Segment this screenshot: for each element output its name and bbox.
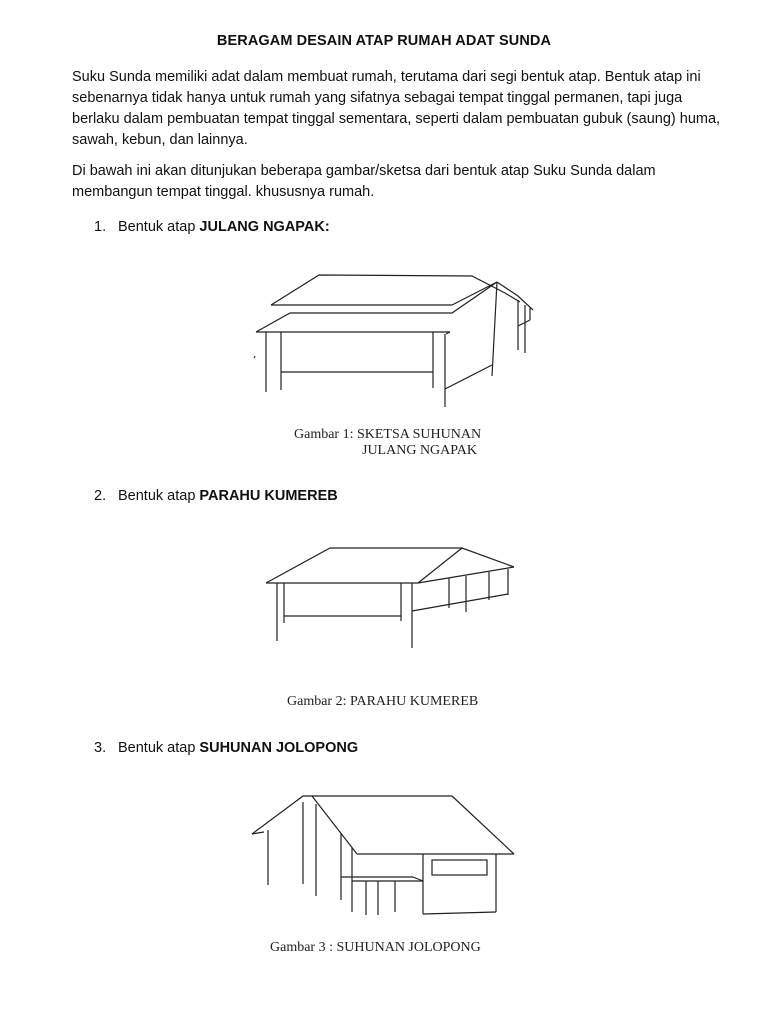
figure-caption-1-line2: JULANG NGAPAK (362, 443, 477, 458)
figure-caption-1: Gambar 1: SKETSA SUHUNAN (294, 427, 482, 442)
item-prefix: Bentuk atap (118, 740, 200, 756)
roof-name: SUHUNAN JOLOPONG (199, 740, 359, 756)
roof-name: JULANG NGAPAK: (199, 219, 330, 235)
item-prefix: Bentuk atap (118, 488, 200, 504)
list-number: 2. (94, 488, 107, 504)
description-paragraph: Di bawah ini akan ditunjukan beberapa gambar/sketsa dari bentuk atap Suku Sunda dalam membangun tempat tinggal. khususnya rumah. (72, 163, 656, 200)
list-number: 1. (94, 219, 107, 235)
intro-paragraph: Suku Sunda memiliki adat dalam membuat rumah, terutama dari segi bentuk atap. Bentuk atap ini sebenarnya tidak hanya untuk rumah yang sifatnya sebagai tempat tinggal permanen, tapi juga berlaku dalam pembuatan tempat tinggal sementara, seperti dalam pembuatan gubuk (saung) huma, sawah, kebun, dan lainnya. (72, 69, 721, 148)
roof-name: PARAHU KUMEREB (199, 488, 338, 504)
figure-caption-3: Gambar 3 : SUHUNAN JOLOPONG (270, 940, 481, 955)
figure-caption-2: Gambar 2: PARAHU KUMEREB (287, 694, 479, 709)
page-title: BERAGAM DESAIN ATAP RUMAH ADAT SUNDA (216, 33, 552, 49)
list-number: 3. (94, 740, 107, 756)
item-prefix: Bentuk atap (118, 219, 200, 235)
